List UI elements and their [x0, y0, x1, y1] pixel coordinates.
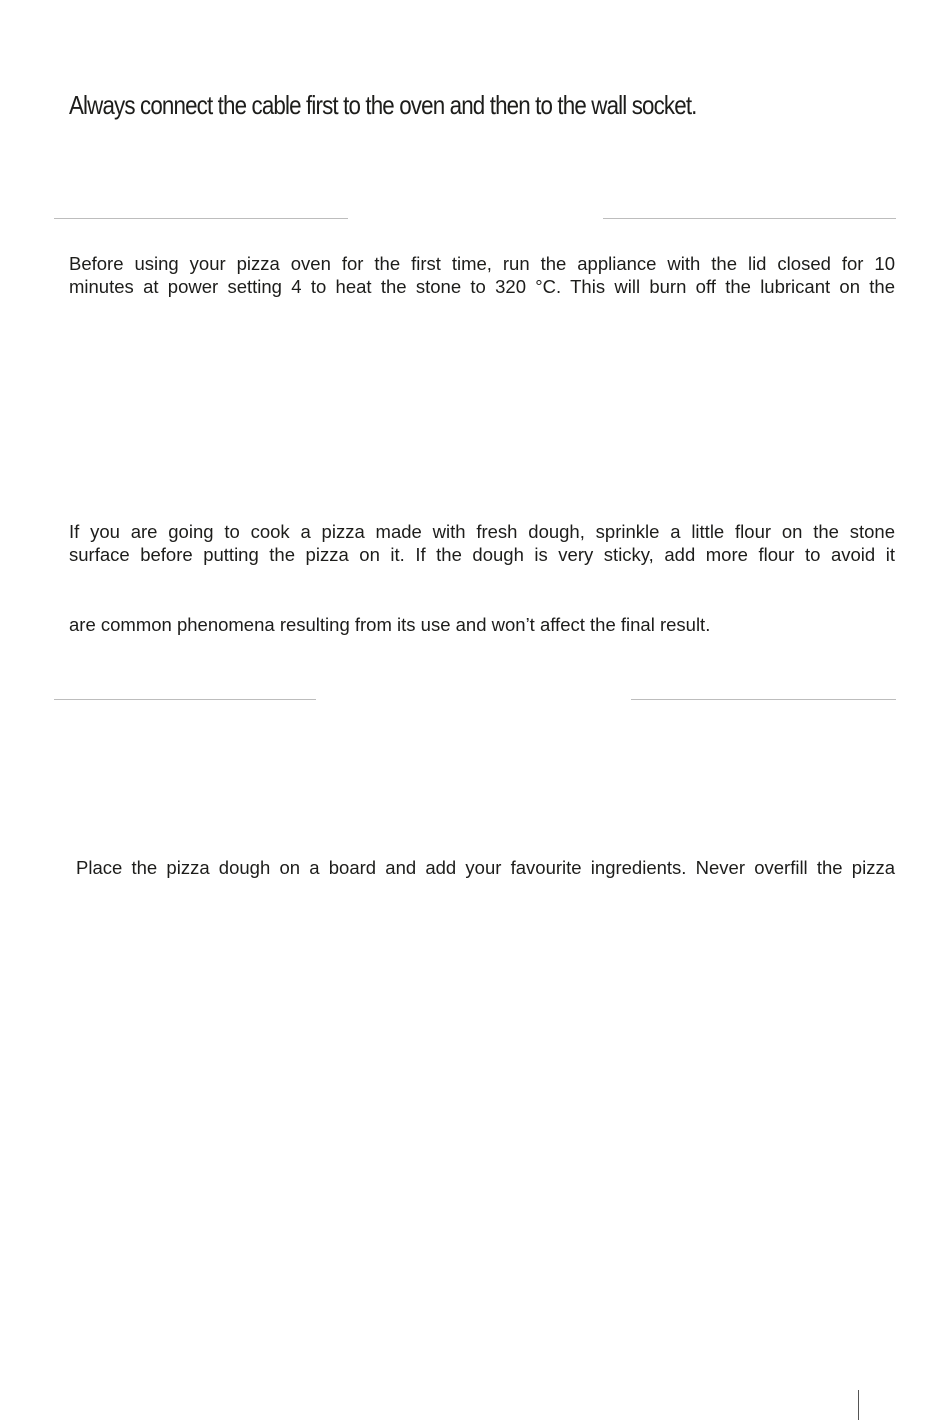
divider-left-2 [54, 699, 316, 700]
paragraph-place-dough [76, 857, 895, 880]
page-heading: Always connect the cable first to the oven and then to the wall socket. [69, 90, 697, 120]
paragraph-line: are common phenomena resulting from its use and won’t affect the final result. [69, 614, 711, 635]
divider-right-1 [603, 218, 896, 219]
paragraph-fresh-dough [69, 521, 895, 566]
paragraph-line: Before using your pizza oven for the first time, run the appliance with the lid closed for 10 [69, 253, 895, 274]
page-number-marker [858, 1390, 859, 1420]
paragraph-phenomena [69, 614, 710, 637]
divider-left-1 [54, 218, 348, 219]
divider-right-2 [631, 699, 896, 700]
paragraph-line: If you are going to cook a pizza made with fresh dough, sprinkle a little flour on the stone [69, 521, 895, 542]
paragraph-line: Place the pizza dough on a board and add your favourite ingredients. Never overfill the pizza [76, 857, 895, 878]
paragraph-line: minutes at power setting 4 to heat the stone to 320 °C. This will burn off the lubricant on the [69, 275, 895, 297]
paragraph-line: surface before putting the pizza on it. If the dough is very sticky, add more flour to avoid it [69, 543, 895, 565]
paragraph-first-use [69, 253, 895, 298]
